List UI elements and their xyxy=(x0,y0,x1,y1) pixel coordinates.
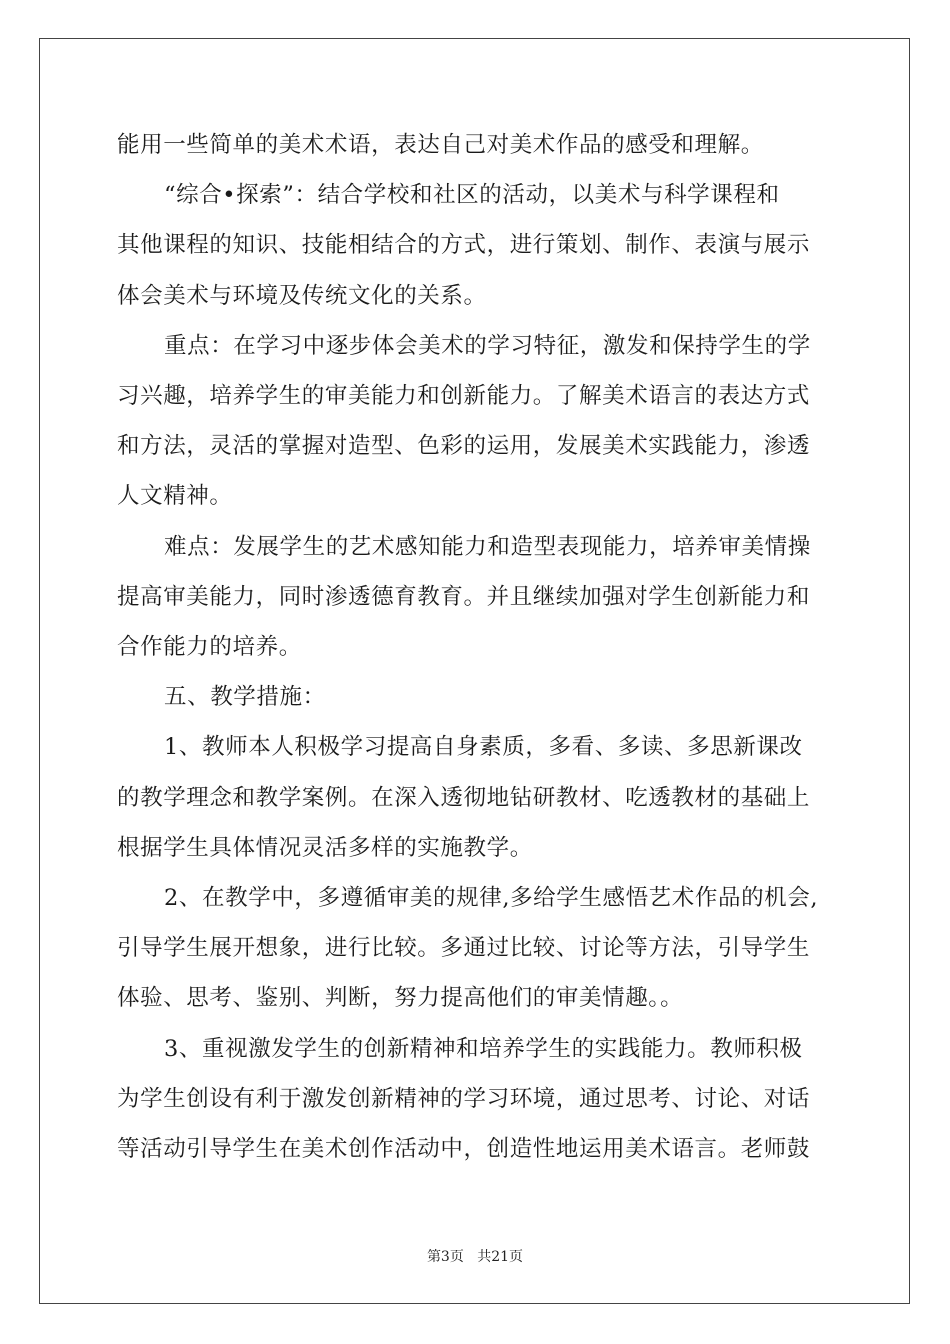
text-line: “综合•探索”：结合学校和社区的活动，以美术与科学课程和 xyxy=(164,182,780,209)
text-line: 为学生创设有利于激发创新精神的学习环境，通过思考、讨论、对话 xyxy=(117,1085,811,1112)
text-line: 提高审美能力，同时渗透德育教育。并且继续加强对学生创新能力和 xyxy=(117,583,811,610)
text-line: 重点：在学习中逐步体会美术的学习特征，激发和保持学生的学 xyxy=(164,332,811,359)
text-line: 的教学理念和教学案例。在深入透彻地钻研教材、吃透教材的基础上 xyxy=(117,784,811,811)
text-line: 和方法，灵活的掌握对造型、色彩的运用，发展美术实践能力，渗透 xyxy=(117,433,811,460)
text-line: 引导学生展开想象，进行比较。多通过比较、讨论等方法，引导学生 xyxy=(117,935,811,962)
text-line: 合作能力的培养。 xyxy=(117,634,302,660)
text-line: 体验、思考、鉴别、判断，努力提高他们的审美情趣。。 xyxy=(117,985,684,1012)
text-line: 根据学生具体情况灵活多样的实施教学。 xyxy=(117,834,533,861)
text-line: 习兴趣，培养学生的审美能力和创新能力。了解美术语言的表达方式 xyxy=(117,383,811,409)
text-line: 3、重视激发学生的创新精神和培养学生的实践能力。教师积极 xyxy=(164,1035,803,1062)
text-line: 等活动引导学生在美术创作活动中，创造性地运用美术语言。老师鼓 xyxy=(117,1136,811,1162)
text-line: 难点：发展学生的艺术感知能力和造型表现能力，培养审美情操 xyxy=(164,533,811,560)
page-footer xyxy=(0,1248,950,1266)
text-line: 人文精神。 xyxy=(117,483,233,510)
text-line: 能用一些简单的美术术语，表达自己对美术作品的感受和理解。 xyxy=(117,132,764,158)
text-line: 1、教师本人积极学习提高自身素质，多看、多读、多思新课改 xyxy=(164,734,803,761)
text-line: 五、教学措施： xyxy=(164,684,326,711)
total-pages-label: 共21页 xyxy=(477,1249,524,1265)
text-line: 其他课程的知识、技能相结合的方式，进行策划、制作、表演与展示 xyxy=(117,232,811,259)
current-page-label: 第3页 xyxy=(426,1249,464,1265)
text-line: 2、在教学中，多遵循审美的规律,多给学生感悟艺术作品的机会, xyxy=(164,885,819,911)
text-line: 体会美术与环境及传统文化的关系。 xyxy=(117,282,487,309)
